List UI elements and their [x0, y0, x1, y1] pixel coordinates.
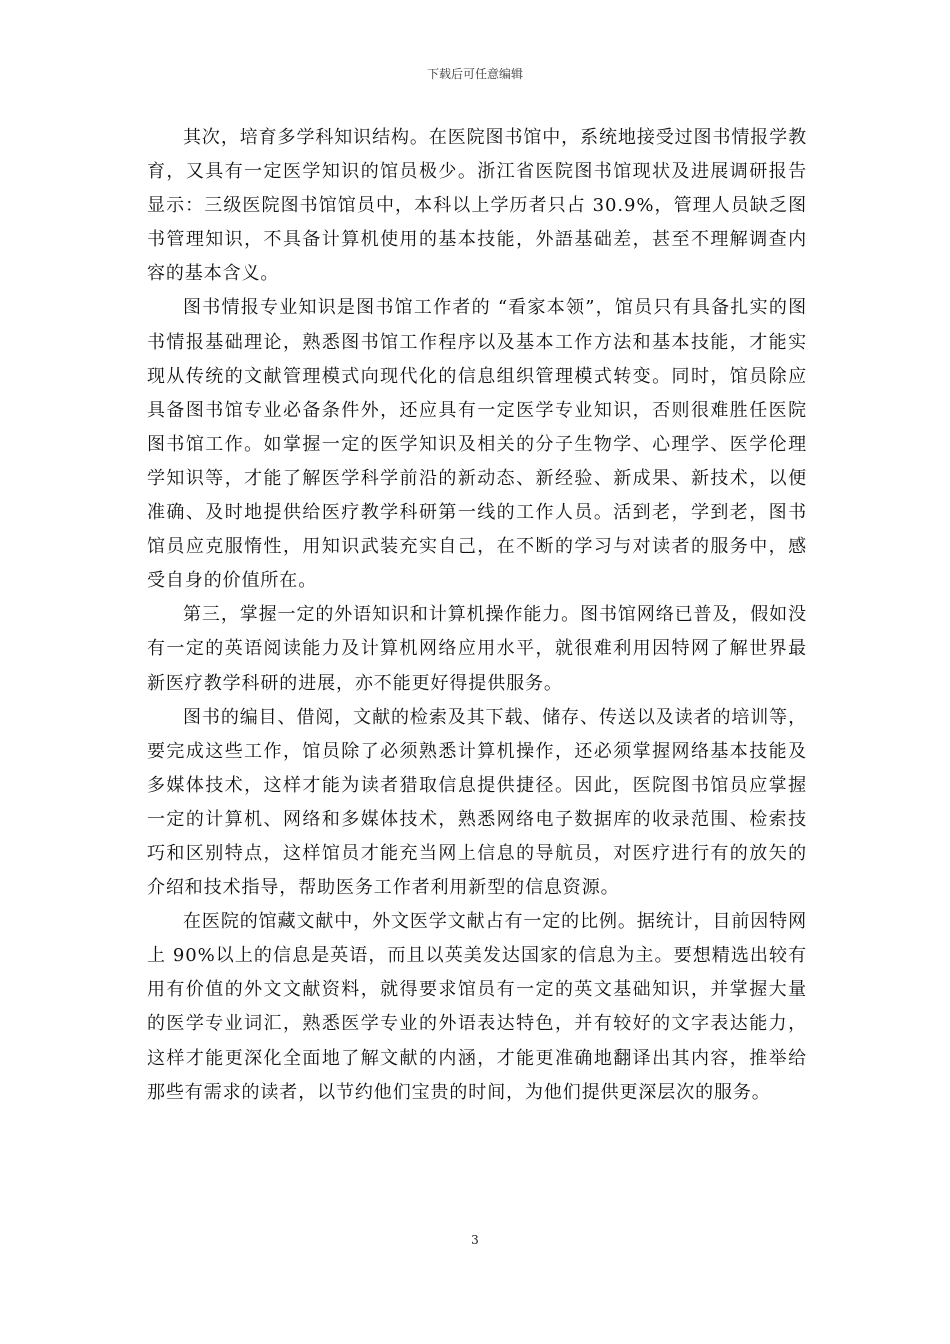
page-number: 3 — [471, 1233, 479, 1247]
document-body — [147, 121, 807, 1110]
paragraph-2: 图书情报专业知识是图书馆工作者的 “看家本领”，馆员只有具备扎实的图书情报基础理论，熟悉图书馆工作程序以及基本工作方法和基本技能，才能实现从传统的文献管理模式向现代化的信息组织管理模式转变。同时，馆员除应具备图书馆专业必备条件外，还应具有一定医学专业知识，否则很难胜任医院图书馆工作。如掌握一定的医学知识及相关的分子生物学、心理学、医学伦理学知识等，才能了解医学科学前沿的新动态、新经验、新成果、新技术，以便准确、及时地提供给医疗教学科研第一线的工作人员。活到老，学到老，图书馆员应克服惰性，用知识武装充实自己，在不断的学习与对读者的服务中，感受自身的价值所在。 — [147, 297, 807, 592]
paragraph-4: 图书的编目、借阅，文献的检索及其下载、储存、传送以及读者的培训等，要完成这些工作，馆员除了必须熟悉计算机操作，还必须掌握网络基本技能及多媒体技术，这样才能为读者猎取信息提供捷径。因此，医院图书馆员应掌握一定的计算机、网络和多媒体技术，熟悉网络电子数据库的收录范围、检索技巧和区别特点，这样馆员才能充当网上信息的导航员，对医疗进行有的放矢的介绍和技术指导，帮助医务工作者利用新型的信息资源。 — [147, 706, 807, 899]
page-header: 下载后可任意编辑 — [426, 67, 523, 81]
paragraph-1: 其次，培育多学科知识结构。在医院图书馆中，系统地接受过图书情报学教育，又具有一定医学知识的馆员极少。浙江省医院图书馆现状及进展调研报告显示：三级医院图书馆馆员中，本科以上学历者只占 30.9%，管理人员缺乏图书管理知识，不具备计算机使用的基本技能，外語基础差，甚至不理解调查内容的基本含义。 — [147, 127, 807, 285]
paragraph-5: 在医院的馆藏文献中，外文医学文献占有一定的比例。据统计，目前因特网上 90%以上的信息是英语，而且以英美发达国家的信息为主。要想精选出较有用有价值的外文文献资料，就得要求馆员有一定的英文基础知识，并掌握大量的医学专业词汇，熟悉医学专业的外语表达特色，并有较好的文字表达能力，这样才能更深化全面地了解文献的内涵，才能更准确地翻译出其内容，推举给那些有需求的读者，以节约他们宝贵的时间，为他们提供更深层次的服务。 — [147, 911, 807, 1103]
paragraph-3: 第三，掌握一定的外语知识和计算机操作能力。图书馆网络已普及，假如没有一定的英语阅读能力及计算机网络应用水平，就很难利用因特网了解世界最新医疗教学科研的进展，亦不能更好得提供服务。 — [147, 604, 807, 694]
